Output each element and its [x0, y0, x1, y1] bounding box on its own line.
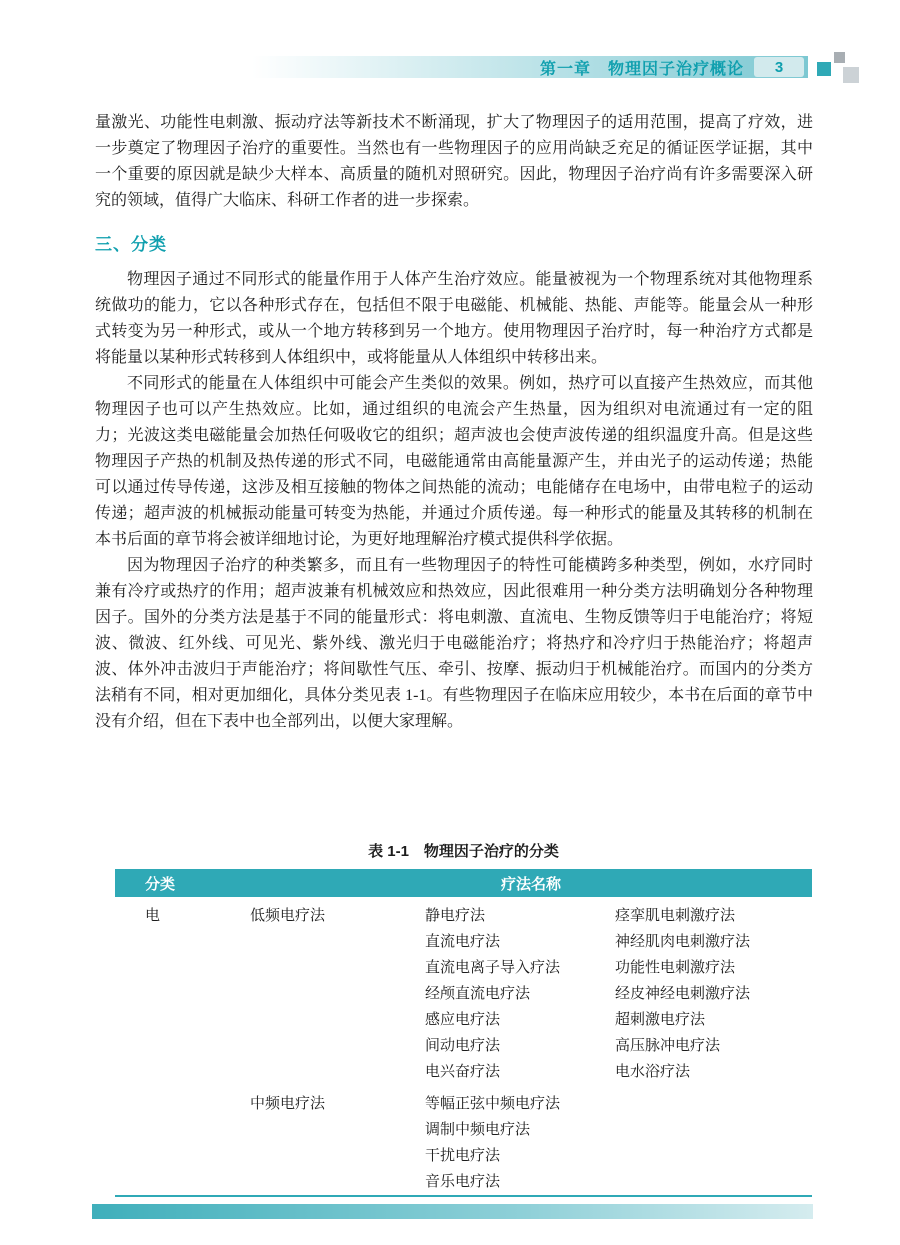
- classification-table: [115, 869, 812, 1197]
- cell-category: [115, 1117, 250, 1143]
- cell-subcategory: [250, 1059, 425, 1085]
- cell-therapy-left: 电兴奋疗法: [425, 1064, 501, 1080]
- cell-therapy-left: 间动电疗法: [425, 1038, 501, 1054]
- light-square-icon: [843, 67, 859, 83]
- cell-category: [115, 1059, 250, 1085]
- cell-therapy-left: 调制中频电疗法: [425, 1122, 531, 1138]
- classification-table-section: [115, 840, 812, 1197]
- cell-category: [115, 1007, 250, 1033]
- cell-therapy-right: [615, 1143, 812, 1169]
- table-row: [115, 1085, 812, 1117]
- page-number: [754, 57, 804, 77]
- page-content: [95, 110, 813, 842]
- cell-therapy-right: [615, 1117, 812, 1143]
- paragraph-energy-effects: 不同形式的能量在人体组织中可能会产生类似的效果。例如，热疗可以直接产生热效应，而其他物理因子也可以产生热效应。比如，通过组织的电流会产生热量，因为组织对电流通过有一定的阻力；光波这类电磁能量会加热任何吸收它的组织；超声波也会使声波传递的组织温度升高。但是这些物理因子产热的机制及热传递的形式不同，电磁能通常由高能量源产生，并由光子的运动传递；热能可以通过传导传递，这涉及相互接触的物体之间热能的流动；电能储存在电场中，由带电粒子的运动传递；超声波的机械振动能量可转变为热能，并通过介质传递。每一种形式的能量及其转移的机制在本书后面的章节将会被详细地讨论，为更好地理解治疗模式提供科学依据。: [95, 375, 813, 548]
- cell-category: [115, 929, 250, 955]
- table-row: [115, 981, 812, 1007]
- cell-therapy-right: 痉挛肌电刺激疗法: [615, 908, 736, 924]
- table-row: [115, 1169, 812, 1196]
- cell-therapy-left: 音乐电疗法: [425, 1174, 501, 1190]
- cell-category: [115, 981, 250, 1007]
- cell-therapy-left: 静电疗法: [425, 908, 486, 924]
- cell-therapy-right: [615, 1085, 812, 1117]
- cell-therapy-right: 功能性电刺激疗法: [615, 960, 736, 976]
- table-header-row: [115, 869, 812, 897]
- paragraph-energy-forms: 物理因子通过不同形式的能量作用于人体产生治疗效应。能量被视为一个物理系统对其他物理系统做功的能力，它以各种形式存在，包括但不限于电磁能、机械能、热能、声能等。能量会从一种形式转变为另一种形式，或从一个地方转移到另一个地方。使用物理因子治疗时，每一种治疗方式都是将能量以某种形式转移到人体组织中，或将能量从人体组织中转移出来。: [95, 271, 813, 366]
- table-row: [115, 897, 812, 929]
- cell-therapy-left: 经颅直流电疗法: [425, 986, 531, 1002]
- section-heading-classification: 三、分类: [95, 235, 167, 254]
- table-header: [115, 869, 812, 897]
- cell-therapy-left: 干扰电疗法: [425, 1148, 501, 1164]
- header-gradient-bar: [252, 56, 808, 78]
- cell-subcategory: [250, 1143, 425, 1169]
- cell-therapy-left: 等幅正弦中频电疗法: [425, 1096, 561, 1112]
- cell-therapy-right: 超刺激电疗法: [615, 1012, 706, 1028]
- cell-therapy-right: 电水浴疗法: [615, 1064, 691, 1080]
- cell-therapy-right: 高压脉冲电疗法: [615, 1038, 721, 1054]
- cell-subcategory: [250, 1169, 425, 1196]
- table-row: [115, 1143, 812, 1169]
- table-row: [115, 929, 812, 955]
- paragraph-classification-methods: 因为物理因子治疗的种类繁多，而且有一些物理因子的特性可能横跨多种类型，例如，水疗同时兼有冷疗或热疗的作用；超声波兼有机械效应和热效应，因此很难用一种分类方法明确划分各种物理因子。国外的分类方法是基于不同的能量形式：将电刺激、直流电、生物反馈等归于电能治疗；将短波、微波、红外线、可见光、紫外线、激光归于电磁能治疗；将热疗和冷疗归于热能治疗；将超声波、体外冲击波归于声能治疗；将间歇性气压、牵引、按摩、振动归于机械能治疗。而国内的分类方法稍有不同，相对更加细化，具体分类见表 1-1。有些物理因子在临床应用较少，本书在后面的章节中没有介绍，但在下表中也全部列出，以便大家理解。: [95, 557, 813, 730]
- cell-therapy-right: 神经肌肉电刺激疗法: [615, 934, 751, 950]
- cell-category: [115, 955, 250, 981]
- cell-category: [115, 1033, 250, 1059]
- cell-therapy-left: 直流电离子导入疗法: [425, 960, 561, 976]
- cell-therapy-right: 经皮神经电刺激疗法: [615, 986, 751, 1002]
- cell-subcategory: [250, 1033, 425, 1059]
- chapter-title: 第一章 物理因子治疗概论: [539, 60, 744, 78]
- teal-square-icon: [817, 62, 831, 76]
- cell-subcategory: [250, 981, 425, 1007]
- cell-therapy-left: 感应电疗法: [425, 1012, 501, 1028]
- cell-subcategory: [250, 1117, 425, 1143]
- table-caption: 表 1-1 物理因子治疗的分类: [368, 843, 559, 860]
- cell-subcategory: [250, 1007, 425, 1033]
- gray-square-icon: [834, 52, 845, 63]
- cell-subcategory: 中频电疗法: [250, 1096, 326, 1112]
- column-header-therapy-name: 疗法名称: [250, 869, 812, 897]
- table-row: [115, 1117, 812, 1143]
- paragraph-continuation: 量激光、功能性电刺激、振动疗法等新技术不断涌现，扩大了物理因子的适用范围，提高了疗效，进一步奠定了物理因子治疗的重要性。当然也有一些物理因子的应用尚缺乏充足的循证医学证据，其中一个重要的原因就是缺少大样本、高质量的随机对照研究。因此，物理因子治疗尚有许多需要深入研究的领域，值得广大临床、科研工作者的进一步探索。: [95, 114, 813, 209]
- table-row: [115, 1033, 812, 1059]
- cell-subcategory: [250, 955, 425, 981]
- cell-category: 电: [145, 908, 161, 924]
- footer-gradient-bar: [92, 1204, 813, 1219]
- cell-therapy-right: [615, 1169, 812, 1196]
- table-row: [115, 955, 812, 981]
- cell-category: [115, 1169, 250, 1196]
- table-row: [115, 1007, 812, 1033]
- cell-subcategory: 低频电疗法: [250, 908, 326, 924]
- page-number-text: 3: [774, 58, 784, 76]
- cell-subcategory: [250, 929, 425, 955]
- cell-category: [115, 1143, 250, 1169]
- cell-therapy-left: 直流电疗法: [425, 934, 501, 950]
- table-row: [115, 1059, 812, 1085]
- classification-table-body: [115, 897, 812, 1196]
- column-header-category: 分类: [115, 869, 250, 897]
- cell-category: [115, 1085, 250, 1117]
